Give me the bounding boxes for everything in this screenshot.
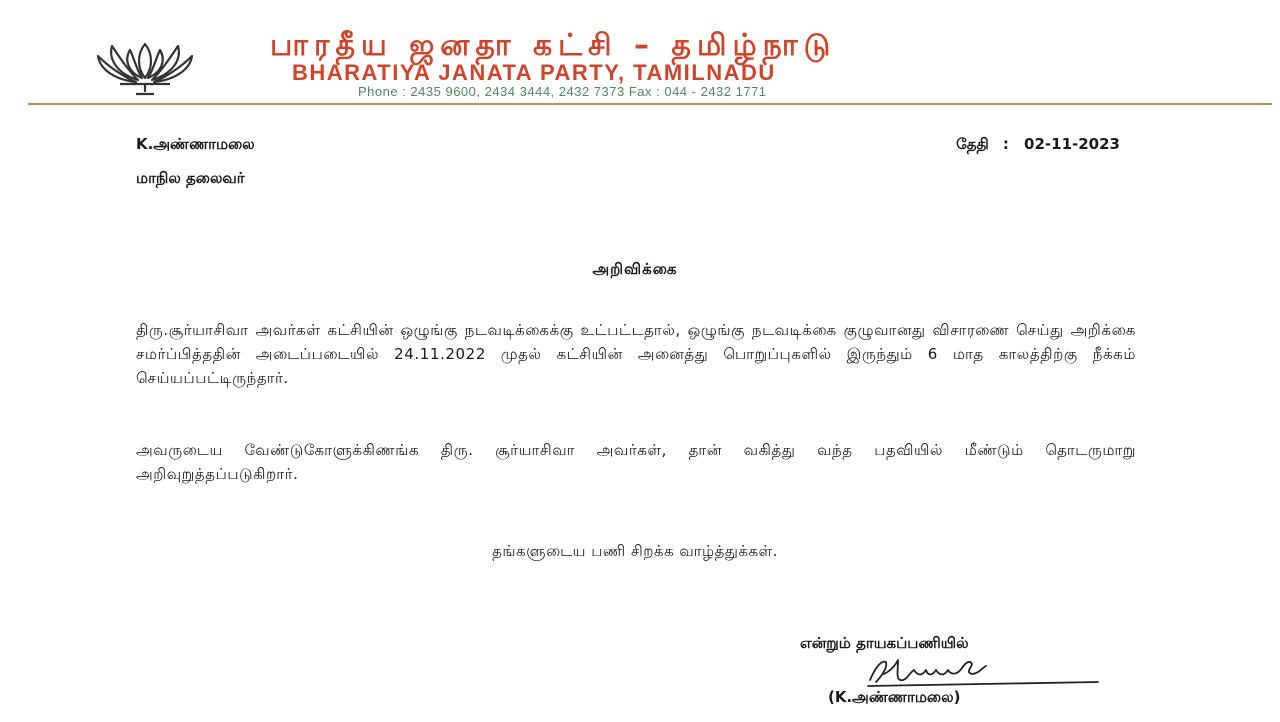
letterhead-contact: Phone : 2435 9600, 2434 3444, 2432 7373 Fax : 044 - 2432 1771 — [358, 84, 767, 99]
date-line — [956, 135, 1120, 155]
signature-salutation: என்றும் தாயகப்பணியில் — [800, 634, 969, 652]
lotus-icon — [90, 36, 200, 98]
letterhead-tamil-title: பாரதீய ஜனதா கட்சி – தமிழ்நாடு — [270, 28, 837, 63]
signature-name: (K.அண்ணாமலை) — [828, 688, 961, 706]
sender-name: K.அண்ணாமலை — [136, 135, 255, 153]
notice-paragraph-2: அவருடைய வேண்டுகோளுக்கிணங்க திரு. சூர்யாசிவா அவர்கள், தான் வகித்து வந்த பதவியில் மீண்டும் தொடருமாறு அறிவுறுத்தப்படுகிறார். — [136, 441, 1136, 483]
date-separator: : — [1002, 135, 1009, 153]
sender-title: மாநில தலைவர் — [136, 169, 245, 187]
notice-closing: தங்களுடைய பணி சிறக்க வாழ்த்துக்கள். — [492, 542, 778, 560]
letterhead-english-title: BHARATIYA JANATA PARTY, TAMILNADU — [292, 60, 776, 85]
handwritten-signature — [862, 652, 1112, 692]
date-label: தேதி — [956, 135, 989, 153]
notice-heading: அறிவிக்கை — [592, 260, 678, 278]
date-value: 02-11-2023 — [1024, 135, 1120, 153]
notice-paragraph-1: திரு.சூர்யாசிவா அவர்கள் கட்சியின் ஒழுங்கு நடவடிக்கைக்கு உட்பட்டதால், ஒழுங்கு நடவடிக்கை குழுவானது விசாரணை செய்து அறிக்கை சமர்ப்பித்ததின் அடைப்படையில் 24.11.2022 முதல் கட்சியின் அனைத்து பொறுப்புகளில் இருந்தும் 6 மாத காலத்திற்கு நீக்கம் செய்யப்பட்டிருந்தார். — [136, 321, 1136, 387]
letterhead-divider — [28, 103, 1272, 105]
